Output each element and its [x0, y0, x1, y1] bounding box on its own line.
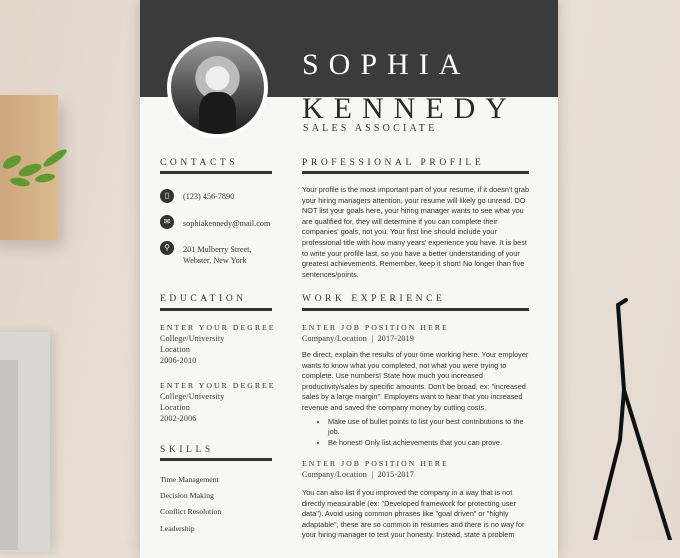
education-item [160, 380, 276, 424]
education-heading: EDUCATION [160, 294, 247, 304]
last-name: KENNEDY [302, 92, 517, 125]
plant-decoration [0, 140, 80, 200]
job-bullets [302, 417, 534, 449]
degree: ENTER YOUR DEGREE [160, 381, 276, 390]
skill-item: Time Management [160, 475, 219, 484]
job-company: Company/Location | 2015-2017 [302, 470, 415, 479]
contact-email: sophiakennedy@mail.com [183, 219, 271, 228]
divider [160, 308, 272, 311]
bullet-item: • Make use of bullet points to list your best contributions to the job. [328, 417, 534, 438]
job-text: You can also list if you improved the company in a way that is not directly measurable (ex: "Developed framework for protecting user data"). Avoid using common phrases like "goal driven" or "highly adaptable", these are so common in resumes and there is no way for your hiring manager to test your honesty. Instead, state a problem [302, 488, 525, 540]
skill-item: Conflict Resolution [160, 507, 222, 516]
education-item [160, 322, 276, 366]
divider [160, 458, 272, 461]
job-company: Company/Location | 2017-2019 [302, 334, 415, 343]
job-header [302, 458, 449, 480]
degree: ENTER YOUR DEGREE [160, 323, 276, 332]
contact-phone: (123) 456-7890 [183, 192, 235, 201]
eyeglasses [590, 290, 680, 540]
job-position: ENTER JOB POSITION HERE [302, 459, 449, 468]
years: 2006-2010 [160, 356, 197, 365]
school: College/University [160, 334, 225, 343]
profile-photo [167, 37, 268, 138]
school: College/University [160, 392, 225, 401]
mail-icon: ✉ [160, 215, 174, 229]
years: 2002-2006 [160, 414, 197, 423]
job-position: ENTER JOB POSITION HERE [302, 323, 449, 332]
picture-frame [0, 332, 50, 552]
skill-item: Leadership [160, 524, 195, 533]
job-title: SALES ASSOCIATE [303, 123, 438, 134]
location: Location [160, 345, 191, 354]
skill-item: Decision Making [160, 491, 214, 500]
address-line-1: 201 Mulberry Street, [183, 245, 252, 254]
phone-icon: ▯ [160, 189, 174, 203]
divider [160, 171, 272, 174]
skills-heading: SKILLS [160, 445, 214, 455]
first-name: SOPHIA [302, 48, 471, 81]
job-header [302, 322, 449, 344]
contact-address [183, 244, 251, 266]
work-heading: WORK EXPERIENCE [302, 294, 446, 304]
location: Location [160, 403, 191, 412]
address-line-2: Webster, New York [183, 256, 247, 265]
profile-heading: PROFESSIONAL PROFILE [302, 158, 485, 168]
job-text: Be direct, explain the results of your time working here. Your employer wants to know what you completed, not what you were trying to complete. Use numbers! State how much you increased productivity/sales by specific amounts. Don't be broad, ex: "increased sales by a large margin". Employers want to hear that you increased revenue and saved the company money by cutting costs. [302, 350, 529, 412]
job-description [302, 350, 534, 448]
bullet-item: • Be honest! Only list achievements that you can prove. [328, 438, 534, 449]
contacts-heading: CONTACTS [160, 158, 239, 168]
profile-text: Your profile is the most important part of your resume, if it doesn't grab your hiring managers attention, your resume will likely go unread. DO NOT list your goals here, your hiring manager wants to see what you are qualified for, they will determine if you can complete their companies' goals, not you. Your first line should include your professional title with how many years' experience you have. It is best to write your profile last, so you have a better understanding of your greatest achievements. Remember, keep it short! No longer than five sentences/points. [302, 185, 530, 279]
divider [302, 308, 529, 311]
divider [302, 171, 529, 174]
resume-page [140, 0, 558, 558]
location-pin-icon: ⚲ [160, 241, 174, 255]
